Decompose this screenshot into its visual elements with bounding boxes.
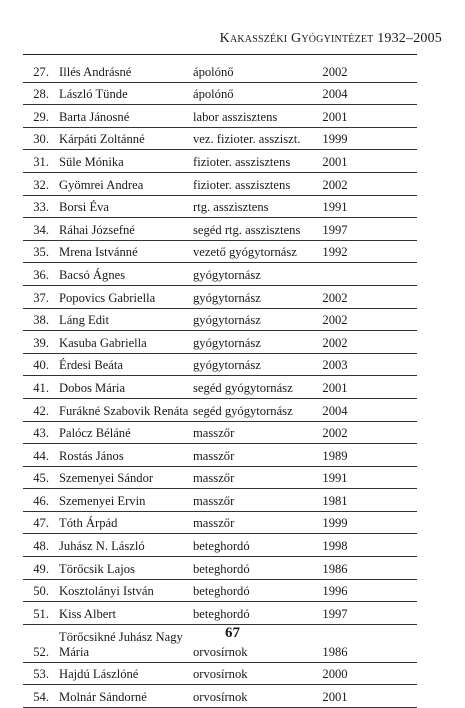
staff-name: Szemenyei Ervin bbox=[59, 493, 146, 508]
staff-role: segéd rtg. asszisztens bbox=[193, 222, 301, 237]
table-row bbox=[23, 422, 417, 445]
staff-role: ápolónő bbox=[193, 87, 234, 102]
staff-table bbox=[23, 60, 417, 708]
staff-year: 2004 bbox=[322, 87, 348, 102]
row-number: 31. bbox=[33, 154, 49, 169]
staff-name: Illés Andrásné bbox=[59, 64, 132, 79]
staff-name: Kiss Albert bbox=[59, 606, 117, 621]
staff-name: Láng Edit bbox=[59, 313, 110, 328]
row-number: 41. bbox=[33, 380, 49, 395]
staff-name: Szemenyei Sándor bbox=[59, 471, 154, 486]
staff-year: 1986 bbox=[322, 644, 348, 659]
staff-name: Popovics Gabriella bbox=[59, 290, 156, 305]
staff-name: Kasuba Gabriella bbox=[59, 335, 147, 350]
row-number: 28. bbox=[33, 87, 49, 102]
row-number: 50. bbox=[33, 584, 49, 599]
staff-role: orvosírnok bbox=[193, 667, 248, 682]
running-header bbox=[0, 31, 442, 47]
row-number: 36. bbox=[33, 267, 49, 282]
staff-year: 1989 bbox=[322, 448, 348, 463]
staff-name: Ráhai Józsefné bbox=[59, 222, 135, 237]
table-row bbox=[23, 128, 417, 151]
header-title-word2: yógyintézet bbox=[301, 31, 374, 46]
table-row bbox=[23, 263, 417, 286]
table-row bbox=[23, 467, 417, 490]
staff-name: Borsi Éva bbox=[59, 200, 110, 215]
staff-year: 2002 bbox=[322, 426, 348, 441]
table-row bbox=[23, 173, 417, 196]
staff-name: Barta Jánosné bbox=[59, 109, 130, 124]
row-number: 44. bbox=[33, 448, 49, 463]
staff-name: Kárpáti Zoltánné bbox=[59, 132, 145, 147]
staff-name: Gyömrei Andrea bbox=[59, 177, 144, 192]
row-number: 53. bbox=[33, 667, 49, 682]
staff-year: 2002 bbox=[322, 64, 348, 79]
table-row bbox=[23, 309, 417, 332]
staff-year: 2002 bbox=[322, 313, 348, 328]
staff-name: Tóth Árpád bbox=[59, 516, 118, 531]
staff-role: ápolónő bbox=[193, 64, 234, 79]
staff-role: gyógytornász bbox=[193, 313, 261, 328]
row-number: 39. bbox=[33, 335, 49, 350]
staff-year: 2000 bbox=[322, 667, 348, 682]
staff-year: 2003 bbox=[322, 358, 348, 373]
staff-role: vez. fizioter. assziszt. bbox=[193, 132, 301, 147]
table-row bbox=[23, 444, 417, 467]
staff-role: masszőr bbox=[193, 493, 235, 508]
staff-name: Törőcsikné Juhász Nagy Mária bbox=[59, 629, 183, 659]
staff-year: 1992 bbox=[322, 245, 348, 260]
row-number: 32. bbox=[33, 177, 49, 192]
staff-year: 2002 bbox=[322, 335, 348, 350]
staff-role: fizioter. asszisztens bbox=[193, 154, 291, 169]
staff-role: gyógytornász bbox=[193, 267, 261, 282]
row-number: 40. bbox=[33, 358, 49, 373]
staff-year: 2002 bbox=[322, 290, 348, 305]
staff-year: 2001 bbox=[322, 154, 348, 169]
row-number: 52. bbox=[33, 644, 49, 659]
staff-year: 1999 bbox=[322, 516, 348, 531]
row-number: 43. bbox=[33, 426, 49, 441]
row-number: 30. bbox=[33, 132, 49, 147]
staff-year: 1991 bbox=[322, 471, 348, 486]
staff-role: masszőr bbox=[193, 471, 235, 486]
staff-year: 1998 bbox=[322, 539, 348, 554]
table-row bbox=[23, 60, 417, 83]
staff-year: 2001 bbox=[322, 109, 348, 124]
page-number: 67 bbox=[225, 625, 240, 641]
table-row bbox=[23, 354, 417, 377]
table-row bbox=[23, 512, 417, 535]
staff-role: gyógytornász bbox=[193, 358, 261, 373]
staff-year: 2001 bbox=[322, 380, 348, 395]
row-number: 48. bbox=[33, 539, 49, 554]
header-title-word1: akasszéki bbox=[229, 31, 288, 46]
table-row bbox=[23, 685, 417, 708]
staff-name: Kosztolányi István bbox=[59, 584, 154, 599]
staff-role: masszőr bbox=[193, 426, 235, 441]
table-row bbox=[23, 218, 417, 241]
staff-role: orvosírnok bbox=[193, 644, 248, 659]
staff-year: 1997 bbox=[322, 222, 348, 237]
table-row bbox=[23, 105, 417, 128]
staff-role: gyógytornász bbox=[193, 290, 261, 305]
table-row bbox=[23, 150, 417, 173]
staff-year: 2002 bbox=[322, 177, 348, 192]
table-row bbox=[23, 241, 417, 264]
staff-role: beteghordó bbox=[193, 606, 250, 621]
row-number: 37. bbox=[33, 290, 49, 305]
staff-name: Bacsó Ágnes bbox=[59, 267, 126, 282]
staff-name: Furákné Szabovik Renáta bbox=[59, 403, 189, 418]
staff-name: Molnár Sándorné bbox=[59, 690, 147, 705]
header-title-initial2: G bbox=[287, 31, 302, 46]
staff-name: Érdesi Beáta bbox=[59, 358, 123, 373]
staff-role: fizioter. asszisztens bbox=[193, 177, 291, 192]
row-number: 46. bbox=[33, 493, 49, 508]
row-number: 51. bbox=[33, 606, 49, 621]
staff-role: beteghordó bbox=[193, 561, 250, 576]
table-row bbox=[23, 286, 417, 309]
staff-year: 1986 bbox=[322, 561, 348, 576]
table-row bbox=[23, 83, 417, 106]
staff-name: Palócz Béláné bbox=[59, 426, 131, 441]
table-row bbox=[23, 399, 417, 422]
staff-year: 1991 bbox=[322, 200, 348, 215]
row-number: 47. bbox=[33, 516, 49, 531]
staff-role: orvosírnok bbox=[193, 690, 248, 705]
staff-role: masszőr bbox=[193, 448, 235, 463]
staff-role: vezető gyógytornász bbox=[193, 245, 297, 260]
table-row bbox=[23, 489, 417, 512]
row-number: 42. bbox=[33, 403, 49, 418]
header-title-initial: K bbox=[219, 31, 230, 46]
row-number: 38. bbox=[33, 313, 49, 328]
table-row bbox=[23, 580, 417, 603]
staff-role: gyógytornász bbox=[193, 335, 261, 350]
header-title-years: 1932–2005 bbox=[373, 31, 442, 46]
staff-year: 1981 bbox=[322, 493, 348, 508]
staff-role: masszőr bbox=[193, 516, 235, 531]
table-row bbox=[23, 663, 417, 686]
staff-year: 2001 bbox=[322, 690, 348, 705]
staff-year: 1999 bbox=[322, 132, 348, 147]
staff-role: segéd gyógytornász bbox=[193, 403, 293, 418]
staff-name: Mrena Istvánné bbox=[59, 245, 138, 260]
staff-name: Süle Mónika bbox=[59, 154, 124, 169]
staff-name: László Tünde bbox=[59, 87, 128, 102]
staff-name: Hajdú Lászlóné bbox=[59, 667, 139, 682]
staff-year: 2004 bbox=[322, 403, 348, 418]
staff-role: labor asszisztens bbox=[193, 109, 278, 124]
staff-role: segéd gyógytornász bbox=[193, 380, 293, 395]
staff-role: beteghordó bbox=[193, 539, 250, 554]
row-number: 27. bbox=[33, 64, 49, 79]
table-row bbox=[23, 376, 417, 399]
table-row bbox=[23, 557, 417, 580]
staff-year: 1996 bbox=[322, 584, 348, 599]
table-row bbox=[23, 602, 417, 625]
row-number: 45. bbox=[33, 471, 49, 486]
staff-name: Juhász N. László bbox=[59, 539, 145, 554]
row-number: 54. bbox=[33, 690, 49, 705]
table-row bbox=[23, 196, 417, 219]
row-number: 33. bbox=[33, 200, 49, 215]
staff-role: rtg. asszisztens bbox=[193, 200, 269, 215]
staff-name: Rostás János bbox=[59, 448, 124, 463]
table-row bbox=[23, 534, 417, 557]
row-number: 49. bbox=[33, 561, 49, 576]
staff-name: Törőcsik Lajos bbox=[59, 561, 135, 576]
staff-name: Dobos Mária bbox=[59, 380, 126, 395]
header-rule bbox=[23, 54, 417, 55]
row-number: 34. bbox=[33, 222, 49, 237]
staff-year: 1997 bbox=[322, 606, 348, 621]
table-row bbox=[23, 331, 417, 354]
staff-role: beteghordó bbox=[193, 584, 250, 599]
row-number: 35. bbox=[33, 245, 49, 260]
row-number: 29. bbox=[33, 109, 49, 124]
